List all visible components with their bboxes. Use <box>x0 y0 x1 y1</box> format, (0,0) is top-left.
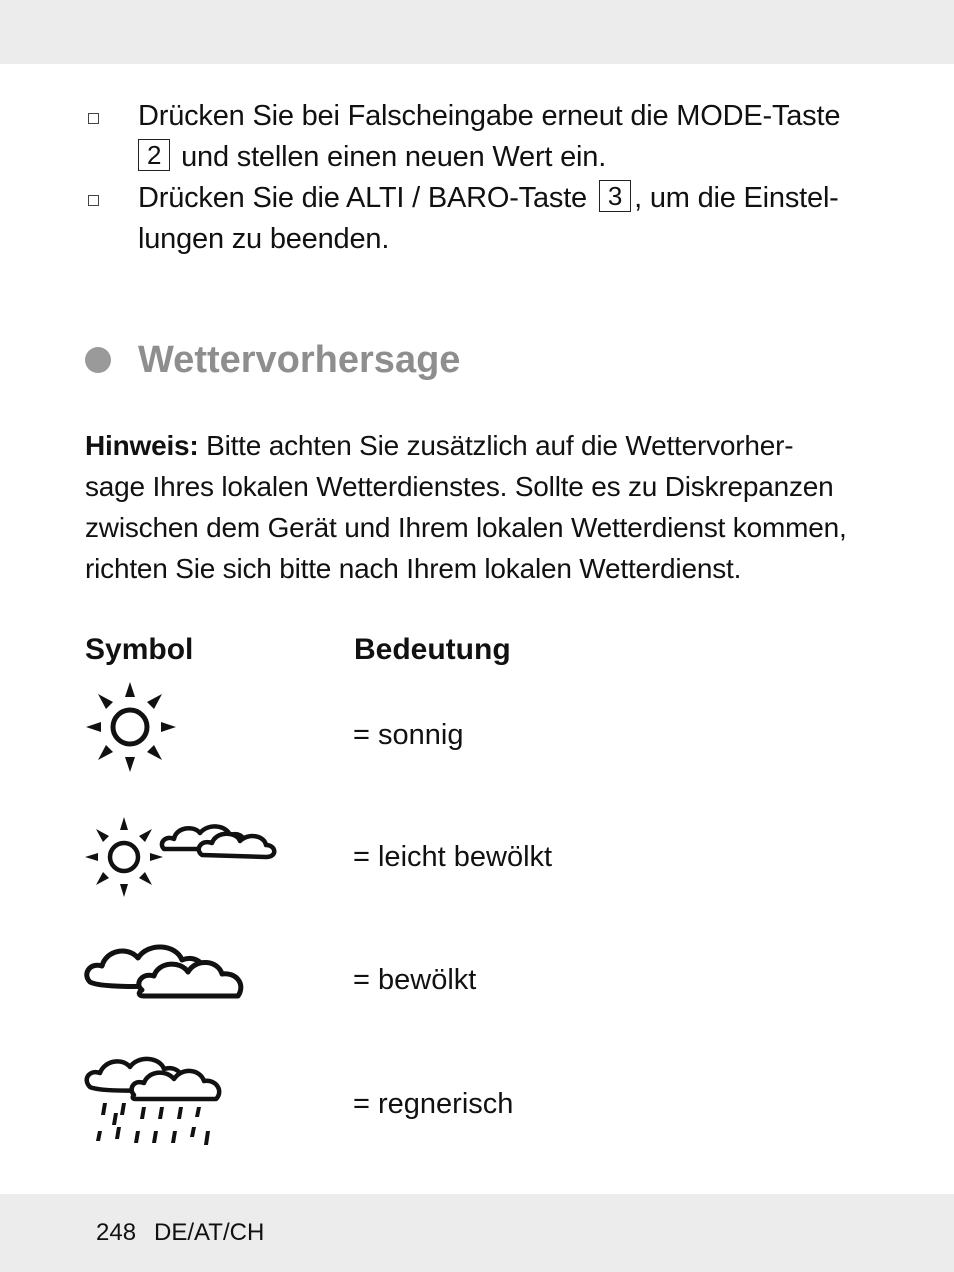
heading-bullet-icon <box>85 347 111 373</box>
meaning-rainy: = regnerisch <box>353 1088 514 1120</box>
note-line-3: zwischen dem Gerät und Ihrem lokalen Wetterdienst kommen, <box>85 512 847 543</box>
instruction-1-line-2 <box>138 137 606 178</box>
column-header-meaning: Bedeutung <box>354 633 511 666</box>
instruction-text: Drücken Sie die ALTI / BARO-Taste <box>138 182 587 214</box>
instruction-text: lungen zu beenden. <box>138 223 390 255</box>
instruction-text: Drücken Sie bei Falscheingabe erneut die MODE-Taste <box>138 100 841 132</box>
column-header-symbol: Symbol <box>85 633 194 666</box>
key-reference-2: 2 <box>138 139 170 171</box>
instruction-2-line-2 <box>138 219 389 260</box>
bullet-square <box>88 195 99 206</box>
key-reference-3: 3 <box>599 180 631 212</box>
page-footer <box>96 1216 282 1250</box>
note-label: Hinweis: <box>85 430 199 461</box>
note-line-1 <box>85 425 793 466</box>
instruction-2-line-1 <box>138 178 839 219</box>
meaning-partly-cloudy: = leicht bewölkt <box>353 841 553 873</box>
rain-cloud-icon <box>84 1055 224 1151</box>
instruction-text: , um die Einstel- <box>634 182 839 214</box>
note-line-4: richten Sie sich bitte nach Ihrem lokalen Wetterdienst. <box>85 553 742 584</box>
page-number: 248 <box>96 1219 137 1246</box>
note-line-2: sage Ihres lokalen Wetterdienstes. Sollte es zu Diskrepanzen <box>85 471 834 502</box>
bullet-square <box>88 113 99 124</box>
cloud-icon <box>84 942 248 1006</box>
section-title: Wettervorhersage <box>138 339 461 381</box>
meaning-cloudy: = bewölkt <box>353 964 477 996</box>
note-text: Bitte achten Sie zusätzlich auf die Wettervorher- <box>198 430 794 461</box>
meaning-sunny: = sonnig <box>353 719 464 751</box>
top-band <box>0 0 954 64</box>
sun-cloud-icon <box>84 815 280 901</box>
instruction-text: und stellen einen neuen Wert ein. <box>181 141 607 173</box>
sun-icon <box>84 680 180 776</box>
locale-label: DE/AT/CH <box>154 1219 265 1246</box>
instruction-1-line-1 <box>138 96 840 137</box>
